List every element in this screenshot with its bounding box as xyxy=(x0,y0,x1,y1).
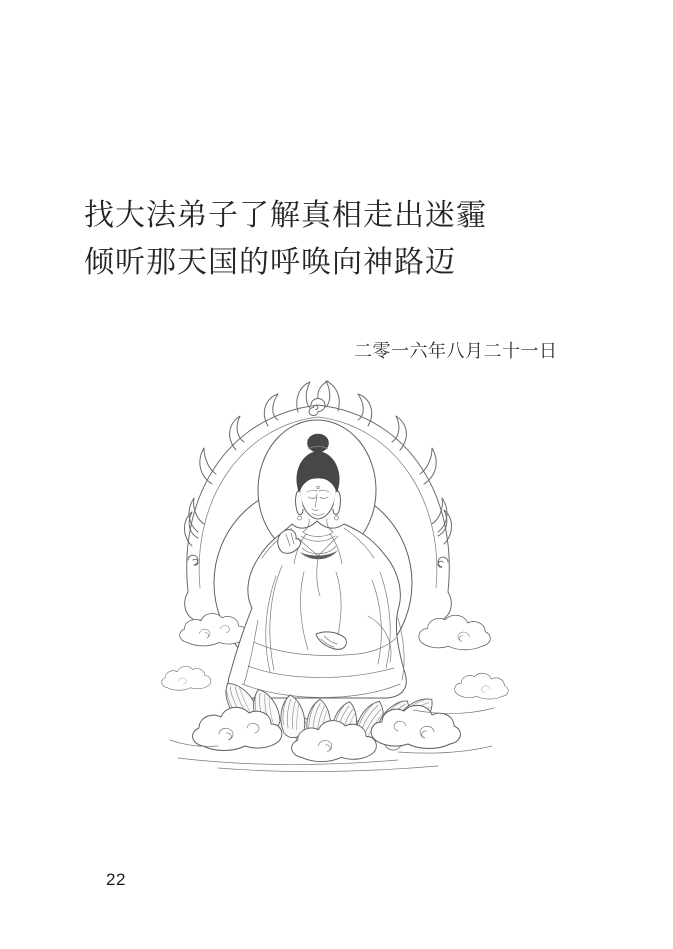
poem-text xyxy=(84,192,487,286)
bottom-clouds xyxy=(170,705,494,771)
buddha-illustration xyxy=(158,380,510,780)
buddha-illustration-svg xyxy=(158,380,510,780)
buddha-figure xyxy=(228,434,406,698)
poem-line-2: 倾听那天国的呼唤向神路迈 xyxy=(84,246,456,279)
poem-date: 二零一六年八月二十一日 xyxy=(354,341,558,361)
topknot xyxy=(308,434,329,452)
page-number: 22 xyxy=(106,870,126,889)
poem-line-1: 找大法弟子了解真相走出迷霾 xyxy=(84,199,487,232)
